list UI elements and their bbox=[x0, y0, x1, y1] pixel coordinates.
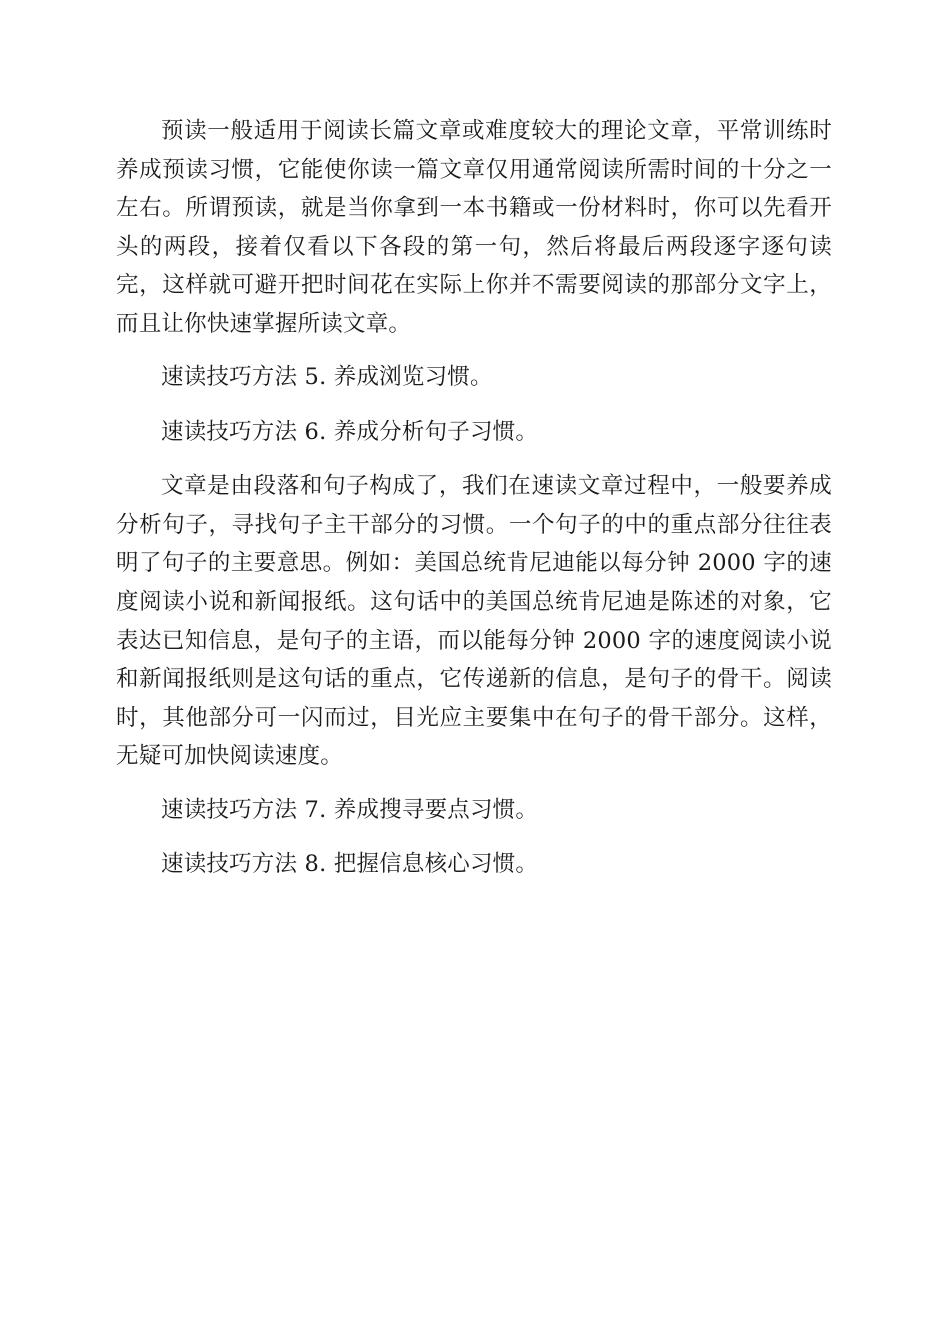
paragraph-method-5: 速读技巧方法 5. 养成浏览习惯。 bbox=[161, 364, 493, 391]
paragraph-method-7: 速读技巧方法 7. 养成搜寻要点习惯。 bbox=[161, 796, 539, 823]
paragraph-preview-reading: 预读一般适用于阅读长篇文章或难度较大的理论文章，平常训练时养成预读习惯，它能使你读一篇文章仅用通常阅读所需时间的十分之一左右。所谓预读，就是当你拿到一本书籍或一份材料时，你可以先看开头的两段，接着仅看以下各段的第一句，然后将最后两段逐字逐句读完，这样就可避开把时间花在实际上你并不需要阅读的那部分文字上，而且让你快速掌握所读文章。 bbox=[116, 118, 832, 337]
paragraph-method-6: 速读技巧方法 6. 养成分析句子习惯。 bbox=[161, 418, 539, 445]
paragraph-sentence-analysis: 文章是由段落和句子构成了，我们在速读文章过程中，一般要养成分析句子，寻找句子主干部分的习惯。一个句子的中的重点部分往往表明了句子的主要意思。例如：美国总统肯尼迪能以每分钟 2000 字的速度阅读小说和新闻报纸。这句话中的美国总统肯尼迪是陈述的对象，它表达已知信息，是句子的主语，而以能每分钟 2000 字的速度阅读小说和新闻报纸则是这句话的重点，它传递新的信息，是句子的骨干。阅读时，其他部分可一闪而过，目光应主要集中在句子的骨干部分。这样，无疑可加快阅读速度。 bbox=[116, 473, 832, 770]
paragraph-method-8: 速读技巧方法 8. 把握信息核心习惯。 bbox=[161, 851, 539, 878]
document-body bbox=[116, 112, 832, 900]
